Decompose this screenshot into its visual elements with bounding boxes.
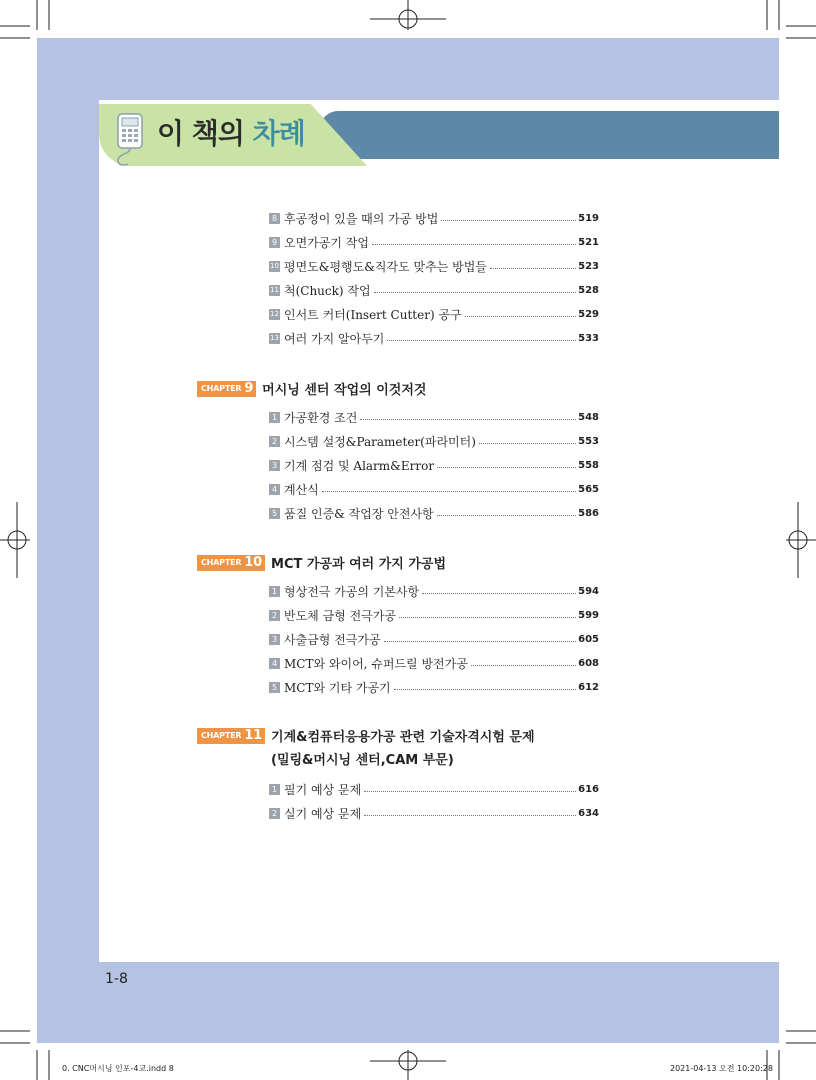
entry-page: 553: [578, 435, 599, 447]
entry-number: 11: [270, 285, 279, 294]
entry-number: 2: [269, 610, 280, 621]
entry-title: 평면도&평행도&직각도 맞추는 방법들: [284, 259, 487, 274]
chapter-badge-label: CHAPTER: [201, 384, 242, 393]
chapter-number: 10: [244, 555, 263, 570]
entry-title: 계산식: [284, 482, 319, 497]
entry-title: 필기 예상 문제: [284, 782, 362, 797]
chapter-badge-label: CHAPTER: [201, 558, 242, 567]
entry-page: 586: [578, 507, 599, 519]
entry-title: 후공정이 있을 때의 가공 방법: [284, 211, 439, 226]
slug-timestamp: 2021-04-13 오전 10:20:28: [670, 1064, 773, 1073]
entry-page: 634: [578, 807, 599, 819]
entry-title: 오면가공기 작업: [284, 235, 369, 250]
chapter-number: 11: [244, 728, 263, 743]
entry-number: 13: [270, 333, 279, 342]
entry-number: 1: [269, 784, 280, 795]
entry-page: 519: [578, 212, 599, 224]
entry-number: 5: [269, 682, 280, 693]
entry-page: 612: [578, 681, 599, 693]
toc-title-part1: 이 책의: [157, 117, 253, 150]
entry-number: 4: [269, 484, 280, 495]
entry-title: MCT와 와이어, 슈퍼드릴 방전가공: [284, 656, 468, 671]
entry-number: 2: [269, 436, 280, 447]
entry-title: 반도체 금형 전극가공: [284, 608, 396, 623]
entry-page: 548: [578, 411, 599, 423]
entry-number: 3: [269, 634, 280, 645]
chapter-title: MCT 가공과 여러 가지 가공법: [271, 557, 447, 572]
entry-number: 9: [269, 237, 280, 248]
entry-page: 523: [578, 260, 599, 272]
entry-number: 5: [269, 508, 280, 519]
entry-page: 608: [578, 657, 599, 669]
entry-page: 599: [578, 609, 599, 621]
page-folio: 1-8: [105, 971, 128, 987]
chapter-number: 9: [244, 381, 254, 396]
entry-title: 형상전극 가공의 기본사항: [284, 584, 420, 599]
entry-title: 여러 가지 알아두기: [284, 331, 385, 346]
entry-page: 528: [578, 284, 599, 296]
entry-page: 521: [578, 236, 599, 248]
entry-page: 594: [578, 585, 599, 597]
entry-number: 10: [270, 261, 279, 270]
entry-page: 529: [578, 308, 599, 320]
entry-page: 558: [578, 459, 599, 471]
entry-number: 1: [269, 586, 280, 597]
entry-number: 2: [269, 808, 280, 819]
chapter-title: 기계&컴퓨터응용가공 관련 기술자격시험 문제: [271, 730, 535, 745]
entry-title: 기계 점검 및 Alarm&Error: [284, 458, 435, 473]
chapter-badge-label: CHAPTER: [201, 731, 242, 740]
entry-page: 605: [578, 633, 599, 645]
entry-title: 시스템 설정&Parameter(파라미터): [284, 434, 476, 449]
entry-page: 565: [578, 483, 599, 495]
entry-page: 533: [578, 332, 599, 344]
entry-number: 4: [269, 658, 280, 669]
entry-number: 12: [270, 309, 279, 318]
entry-title: 인서트 커터(Insert Cutter) 공구: [284, 307, 462, 322]
toc-title-part2: 차례: [252, 117, 305, 150]
entry-number: 3: [269, 460, 280, 471]
chapter-subtitle: (밀링&머시닝 센터,CAM 부문): [271, 753, 454, 768]
entry-title: 품질 인증& 작업장 안전사항: [284, 506, 434, 521]
slug-filename: 0. CNC머시닝 인포-4교.indd 8: [62, 1064, 174, 1073]
entry-number: 8: [269, 213, 280, 224]
entry-title: 가공환경 조건: [284, 410, 358, 425]
entry-page: 616: [578, 783, 599, 795]
entry-title: 척(Chuck) 작업: [284, 283, 371, 298]
chapter-title: 머시닝 센터 작업의 이것저것: [262, 383, 427, 398]
entry-title: 실기 예상 문제: [284, 806, 362, 821]
entry-number: 1: [269, 412, 280, 423]
entry-title: MCT와 기타 가공기: [284, 680, 391, 695]
entry-title: 사출금형 전극가공: [284, 632, 381, 647]
